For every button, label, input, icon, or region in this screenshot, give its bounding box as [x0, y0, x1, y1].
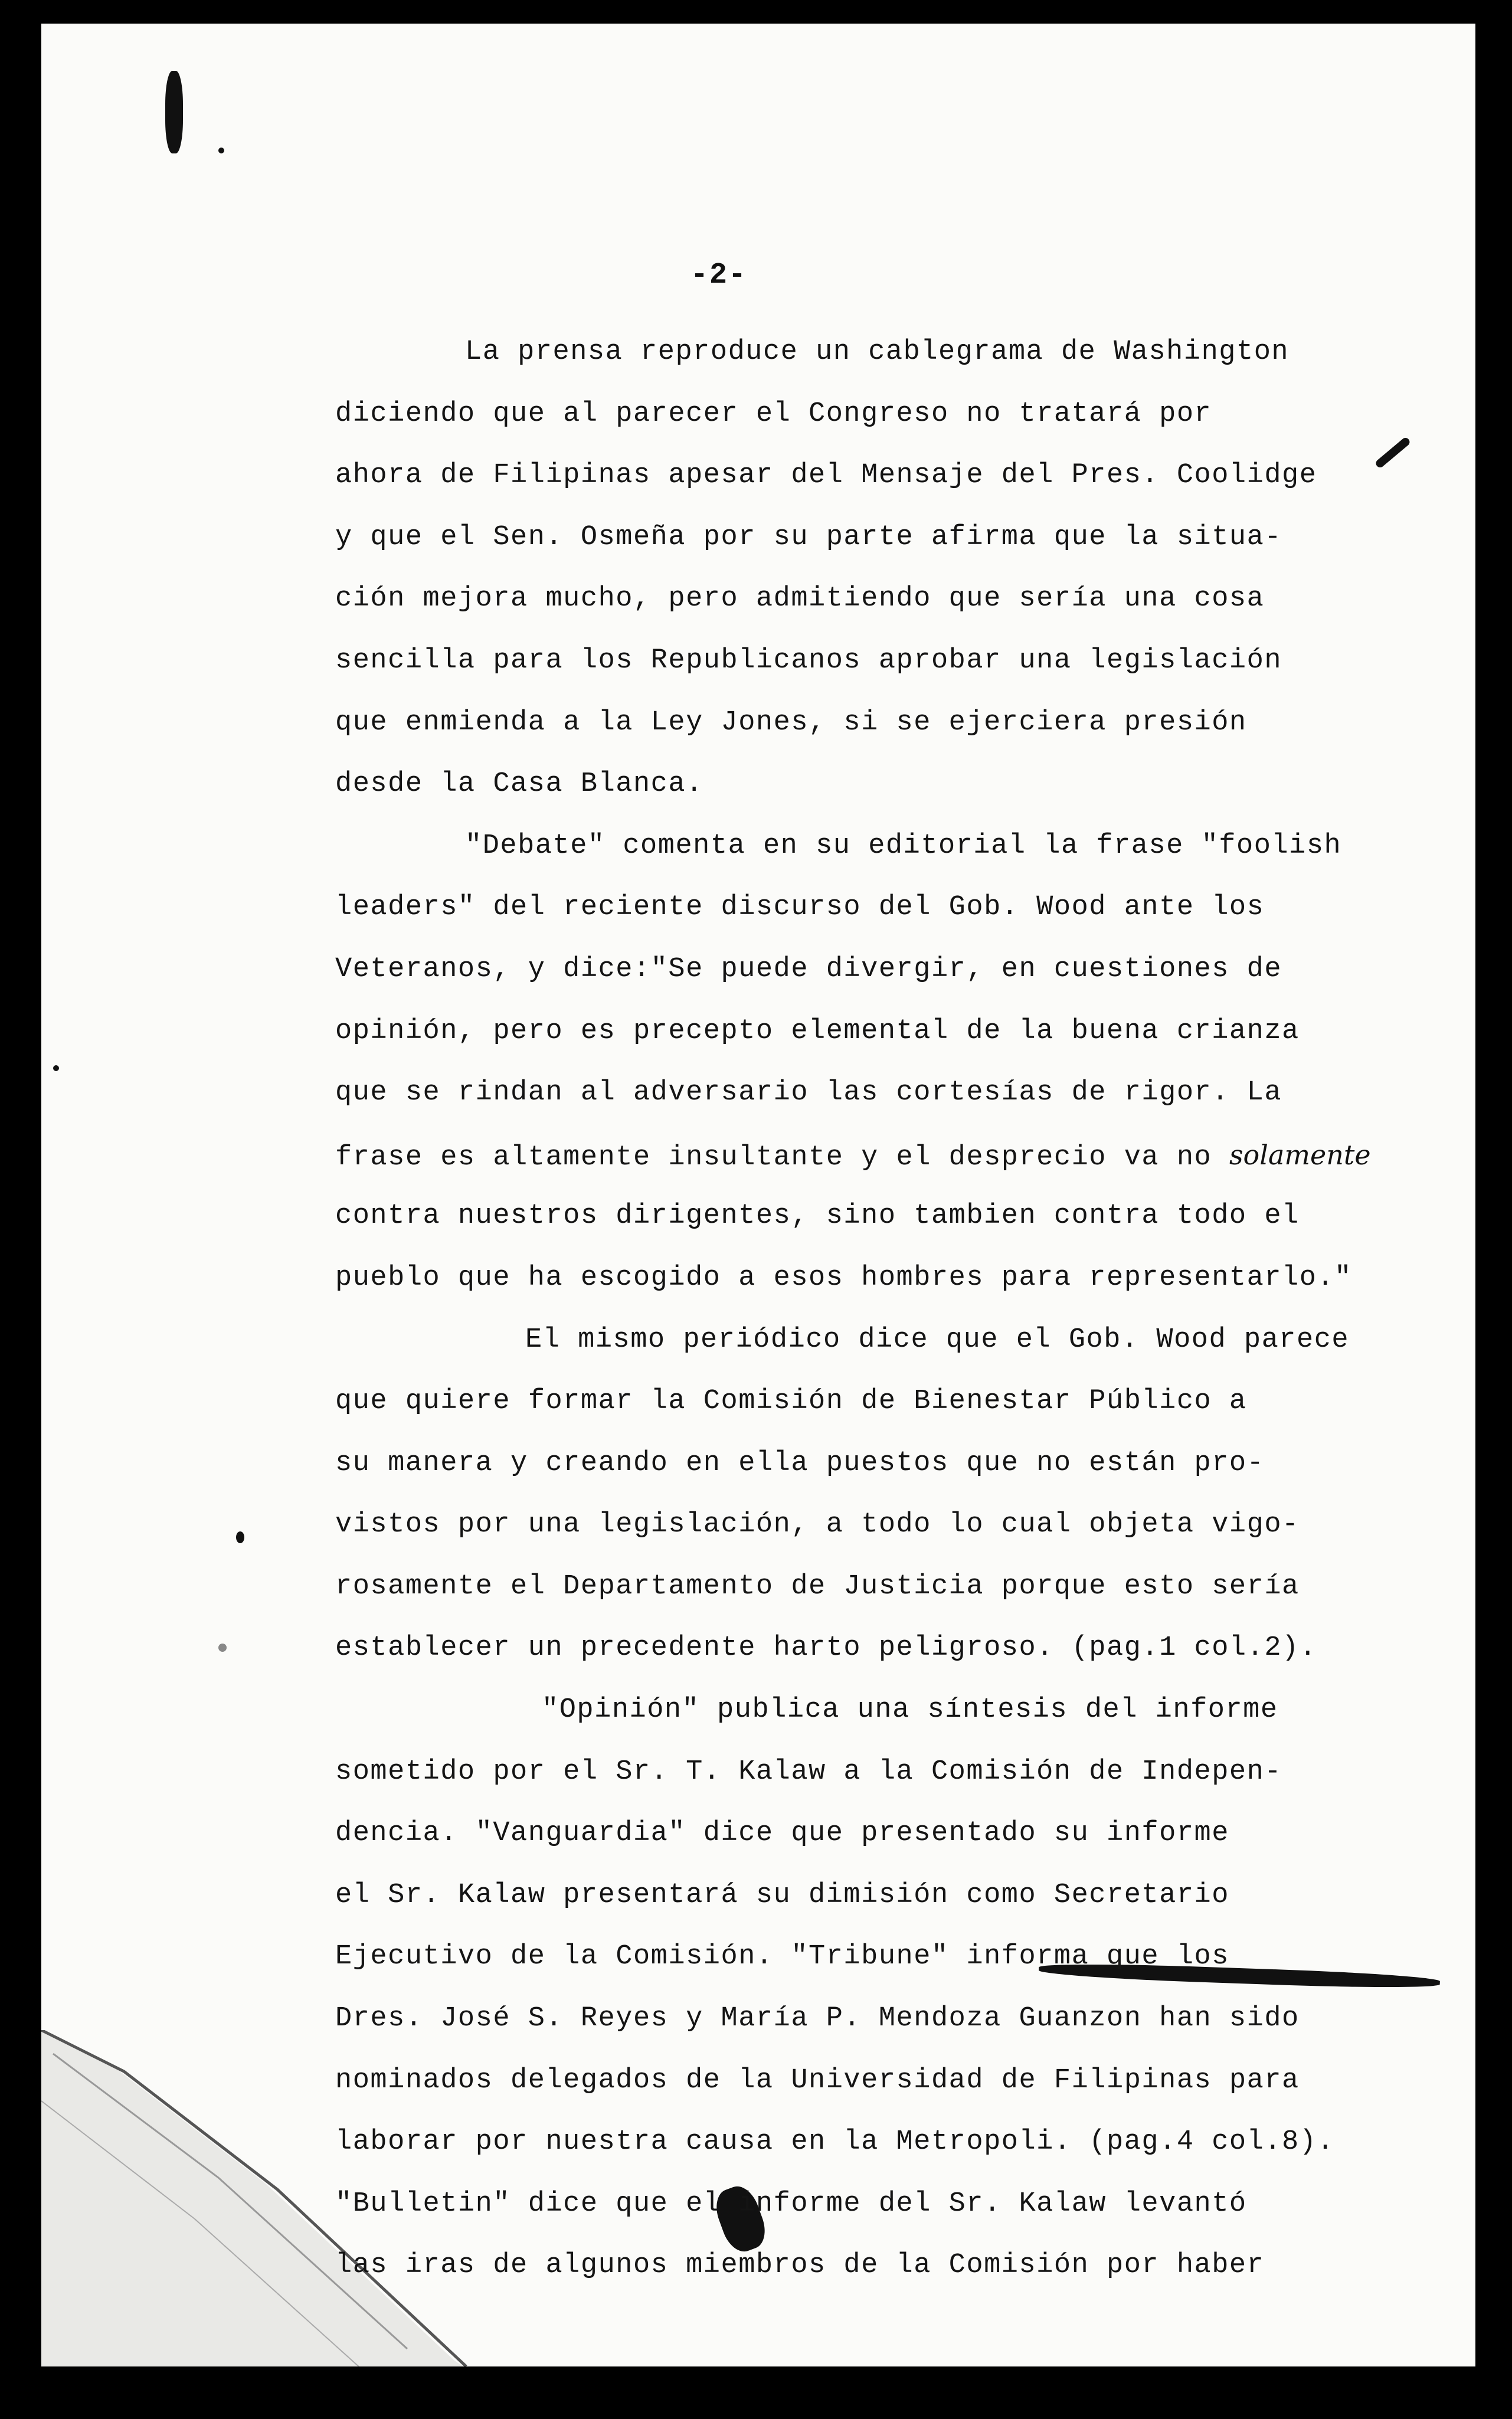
text-line: Veteranos, y dice:"Se puede divergir, en cuestiones de	[335, 953, 1282, 985]
text-line: rosamente el Departamento de Justicia porque esto sería	[335, 1570, 1300, 1602]
text-line: opinión, pero es precepto elemental de la buena crianza	[335, 1015, 1300, 1047]
text-line: laborar por nuestra causa en la Metropoli. (pag.4 col.8).	[335, 2126, 1335, 2158]
text-line: El mismo periódico dice que el Gob. Wood parece	[525, 1324, 1350, 1356]
handwritten-insert: solamente	[1229, 1138, 1371, 1171]
text-line: que se rindan al adversario las cortesías de rigor. La	[335, 1077, 1282, 1109]
text-line: sencilla para los Republicanos aprobar una legislación	[335, 644, 1282, 676]
text-line-part: frase es altamente insultante y el desprecio va no	[335, 1141, 1229, 1173]
text-line: diciendo que al parecer el Congreso no tratará por	[335, 398, 1212, 430]
text-line: ahora de Filipinas apesar del Mensaje del Pres. Coolidge	[335, 460, 1317, 492]
text-line: "Bulletin" dice que el informe del Sr. Kalaw levantó	[335, 2188, 1247, 2220]
text-line: desde la Casa Blanca.	[335, 768, 703, 800]
ink-dot	[218, 148, 224, 153]
text-line: su manera y creando en ella puestos que no están pro-	[335, 1447, 1265, 1479]
ink-dot	[218, 1644, 227, 1652]
text-line: establecer un precedente harto peligroso. (pag.1 col.2).	[335, 1632, 1317, 1664]
text-line: "Debate" comenta en su editorial la frase "foolish	[465, 830, 1342, 862]
text-line: el Sr. Kalaw presentará su dimisión como Secretario	[335, 1879, 1229, 1911]
text-line: vistos por una legislación, a todo lo cual objeta vigo-	[335, 1509, 1300, 1541]
text-line: Ejecutivo de la Comisión. "Tribune" informa que los	[335, 1941, 1229, 1973]
ink-blot-top-left	[165, 71, 183, 153]
text-line: que enmienda a la Ley Jones, si se ejerciera presión	[335, 706, 1247, 738]
ink-dot	[236, 1531, 244, 1543]
text-line: nominados delegados de la Universidad de Filipinas para	[335, 2064, 1300, 2096]
text-line: Dres. José S. Reyes y María P. Mendoza Guanzon han sido	[335, 2003, 1300, 2035]
text-line: y que el Sen. Osmeña por su parte afirma que la situa-	[335, 521, 1282, 553]
text-line: La prensa reproduce un cablegrama de Washington	[465, 336, 1290, 368]
typed-text-body	[335, 322, 1457, 2297]
text-line: ción mejora mucho, pero admitiendo que sería una cosa	[335, 583, 1265, 615]
text-line: contra nuestros dirigentes, sino tambien contra todo el	[335, 1200, 1300, 1232]
text-line: leaders" del reciente discurso del Gob. Wood ante los	[335, 892, 1265, 924]
text-line: que quiere formar la Comisión de Bienestar Público a	[335, 1386, 1247, 1418]
text-line-with-insert	[335, 1124, 1457, 1186]
text-line: pueblo que ha escogido a esos hombres para representarlo."	[335, 1262, 1352, 1294]
document-page	[41, 24, 1475, 2366]
text-line: "Opinión" publica una síntesis del informe	[542, 1694, 1278, 1726]
text-line: sometido por el Sr. T. Kalaw a la Comisión de Indepen-	[335, 1756, 1282, 1788]
text-line: dencia. "Vanguardia" dice que presentado su informe	[335, 1818, 1229, 1850]
page-number: -2-	[690, 258, 748, 292]
ink-dot	[53, 1065, 59, 1071]
text-line: las iras de algunos miembros de la Comisión por haber	[335, 2250, 1265, 2281]
